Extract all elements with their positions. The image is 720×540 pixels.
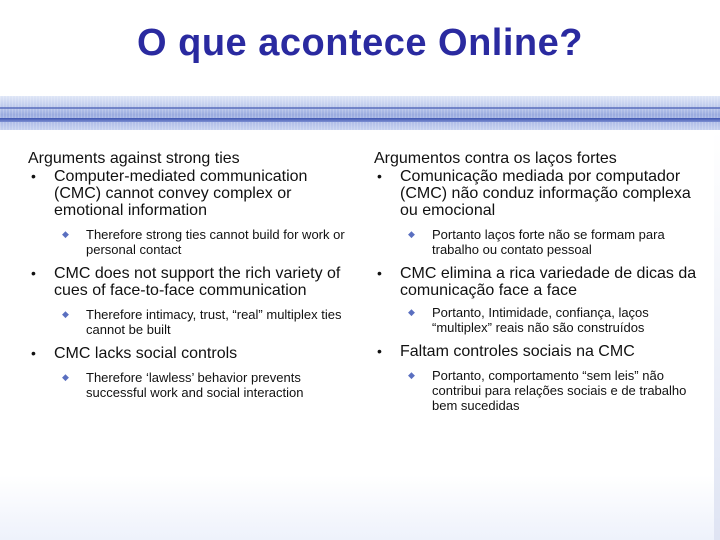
- bullet-icon: •: [377, 265, 382, 281]
- left-item-2-sub-text: Therefore intimacy, trust, “real” multiplex ties cannot be built: [86, 307, 342, 337]
- diamond-bullet-icon: ◆: [62, 372, 69, 382]
- left-item-2-text: CMC does not support the rich variety of cues of face-to-face communication: [54, 265, 341, 299]
- diamond-bullet-icon: ◆: [62, 309, 69, 319]
- diamond-bullet-icon: ◆: [408, 307, 415, 317]
- bullet-icon: •: [31, 345, 36, 361]
- left-item-2: [28, 265, 358, 299]
- right-column: [374, 150, 704, 413]
- left-item-1-text: Computer-mediated communication (CMC) cannot convey complex or emotional information: [54, 168, 308, 219]
- slide-title: O que acontece Online?: [137, 22, 583, 64]
- title-band-line-top: [0, 107, 720, 109]
- right-item-1-sub-text: Portanto laços forte não se formam para trabalho ou contato pessoal: [432, 227, 665, 257]
- bullet-icon: •: [377, 168, 382, 184]
- right-item-3-sub-text: Portanto, comportamento “sem leis” não contribui para relações sociais e de trabalho bem sucedidas: [432, 368, 687, 413]
- right-item-2-sub-text: Portanto, Intimidade, confiança, laços “multiplex” reais não são construídos: [432, 305, 649, 335]
- diamond-bullet-icon: ◆: [408, 370, 415, 380]
- left-column-heading: Arguments against strong ties: [28, 150, 240, 167]
- diamond-bullet-icon: ◆: [62, 229, 69, 239]
- title-band-line-bottom: [0, 118, 720, 122]
- right-item-1-text: Comunicação mediada por computador (CMC) não conduz informação complexa ou emocional: [400, 168, 691, 219]
- right-item-3-text: Faltam controles sociais na CMC: [400, 343, 635, 360]
- right-item-2-text: CMC elimina a rica variedade de dicas da comunicação face a face: [400, 265, 697, 299]
- right-edge-decoration: [714, 130, 720, 540]
- bullet-icon: •: [31, 168, 36, 184]
- diamond-bullet-icon: ◆: [408, 229, 415, 239]
- right-item-1: [374, 168, 704, 219]
- right-item-2-sub: [374, 305, 704, 335]
- left-item-1: [28, 168, 358, 219]
- left-item-3: [28, 345, 358, 362]
- right-item-3-sub: [374, 368, 704, 413]
- left-item-1-sub-text: Therefore strong ties cannot build for work or personal contact: [86, 227, 345, 257]
- left-item-3-sub-text: Therefore ‘lawless’ behavior prevents successful work and social interaction: [86, 370, 304, 400]
- left-item-1-sub: [28, 227, 358, 257]
- right-item-3: [374, 343, 704, 360]
- left-column: [28, 150, 358, 400]
- bullet-icon: •: [377, 343, 382, 359]
- left-item-3-sub: [28, 370, 358, 400]
- title-band-decoration: [0, 96, 720, 130]
- right-item-1-sub: [374, 227, 704, 257]
- left-item-3-text: CMC lacks social controls: [54, 345, 238, 362]
- right-item-2: [374, 265, 704, 299]
- left-item-2-sub: [28, 307, 358, 337]
- right-column-heading: Argumentos contra os laços fortes: [374, 150, 617, 167]
- bullet-icon: •: [31, 265, 36, 281]
